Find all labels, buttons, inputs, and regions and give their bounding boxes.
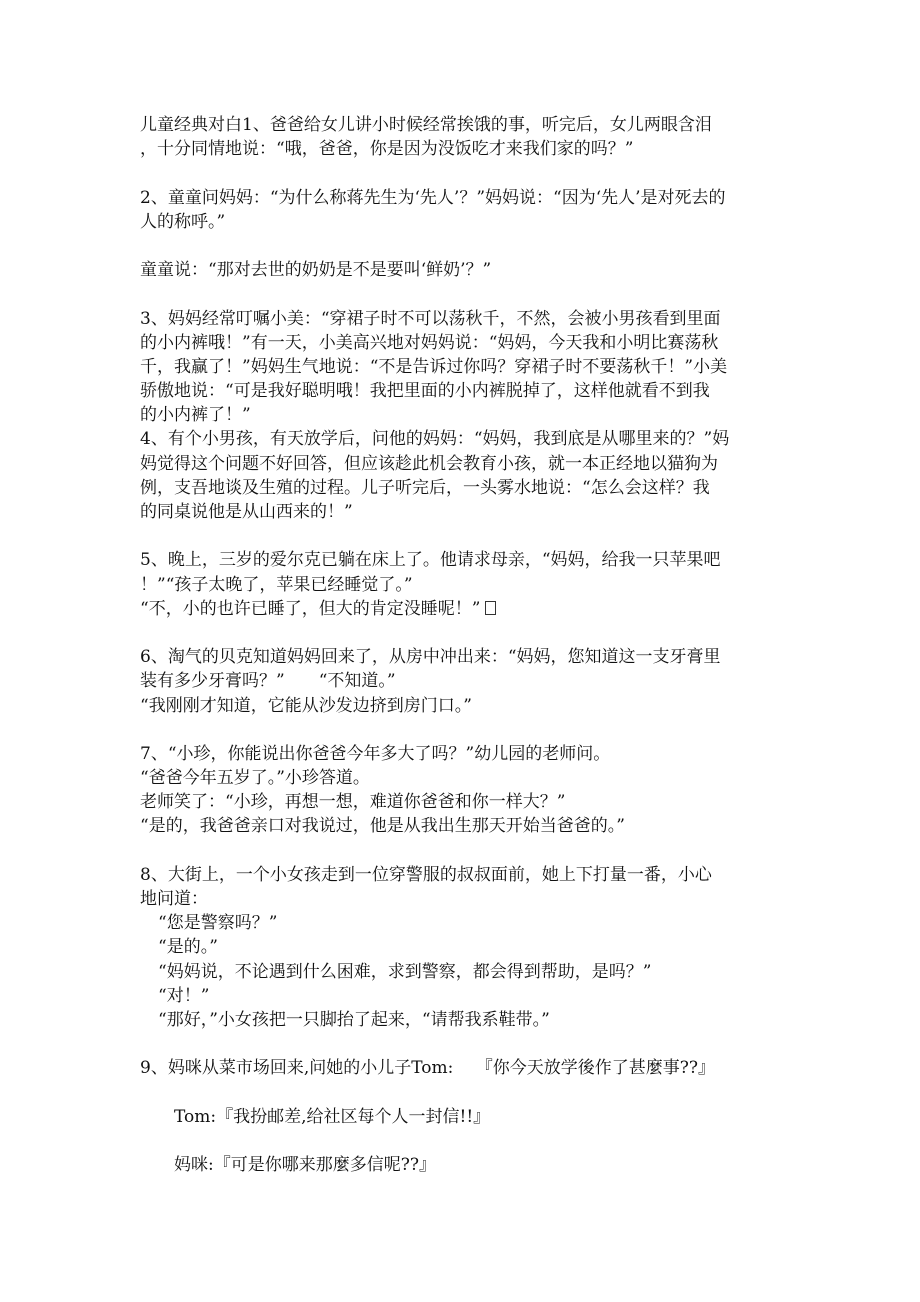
text-line [140,984,780,1008]
text-line [140,379,780,403]
document-body [140,113,780,1177]
text-line [140,258,780,282]
text-line-content: 的小内裤了！” [140,405,251,426]
text-line [140,186,780,210]
text-line-content: 童童说：“那对去世的奶奶是不是要叫‘鲜奶’？” [140,260,492,281]
text-line [140,911,780,935]
text-line-content: 例，支吾地谈及生殖的过程。儿子听完后，一头雾水地说：“怎么会这样？我 [140,477,710,498]
text-line [140,210,780,234]
text-line [140,548,780,572]
paragraph-gap [140,1032,780,1056]
text-line [140,669,780,693]
text-line [140,863,780,887]
text-line-content: 妈觉得这个问题不好回答，但应该趁此机会教育小孩，就一本正经地以猫狗为 [140,453,718,474]
text-line-content: Tom:『我扮邮差,给社区每个人一封信!!』 [174,1106,491,1127]
text-line [140,355,780,379]
paragraph-gap [140,1129,780,1153]
paragraph-gap [140,718,780,742]
text-line [140,887,780,911]
text-line [140,597,780,621]
text-line [140,331,780,355]
text-line-content: 地问道： [140,889,208,909]
text-line [140,403,780,427]
paragraph-gap [140,839,780,863]
text-line-content: 骄傲地说：“可是我好聪明哦！我把里面的小内裤脱掉了，这样他就看不到我 [140,381,710,402]
text-line-content: “对！” [158,985,210,1006]
text-line-content: 5、晚上，三岁的爱尔克已躺在床上了。他请求母亲，“妈妈，给我一只苹果吧 [140,550,721,571]
text-line [140,935,780,959]
text-line [140,814,780,838]
text-line-content: 妈咪:『可是你哪来那麼多信呢??』 [174,1155,436,1176]
text-line [140,790,780,814]
text-line [140,1056,780,1080]
paragraph-gap [140,621,780,645]
text-line-content: 千，我赢了！”妈妈生气地说：“不是告诉过你吗？穿裙子时不要荡秋千！”小美 [140,356,728,377]
text-line-content: 的小内裤哦！”有一天，小美高兴地对妈妈说：“妈妈，今天我和小明比赛荡秋 [140,332,719,353]
text-line-content: 的同桌说他是从山西来的！” [140,502,353,522]
text-line-content: 8、大街上，一个小女孩走到一位穿警服的叔叔面前，她上下打量一番，小心 [140,864,712,885]
text-line-content: 7、“小珍，你能说出你爸爸今年多大了吗？”幼儿园的老师问。 [140,743,611,764]
text-line [140,1008,780,1032]
paragraph-gap [140,234,780,258]
text-line-content: 装有多少牙膏吗？” “不知道。” [140,671,396,692]
paragraph-gap [140,524,780,548]
text-line [140,1105,780,1129]
text-line-content: 2、童童问妈妈：“为什么称蒋先生为‘先人’？”妈妈说：“因为‘先人’是对死去的 [140,187,726,208]
text-line-content: 6、淘气的贝克知道妈妈回来了，从房中冲出来：“妈妈，您知道这一支牙膏里 [140,647,721,668]
text-line [140,500,780,524]
text-line-content: “不，小的也许已睡了，但大的肯定没睡呢！” [140,598,481,619]
text-line-content: 4、有个小男孩，有天放学后，问他的妈妈：“妈妈，我到底是从哪里来的？”妈 [140,429,730,450]
text-line-content: 9、妈咪从菜市场回来,问她的小儿子Tom: 『你今天放学後作了甚麼事??』 [140,1058,715,1079]
text-line-content: 儿童经典对白1、爸爸给女儿讲小时候经常挨饿的事，听完后，女儿两眼含泪 [140,115,712,135]
text-line [140,476,780,500]
text-line [140,1153,780,1177]
text-line [140,573,780,597]
text-line-content: ，十分同情地说：“哦，爸爸，你是因为没饭吃才来我们家的吗？” [140,139,634,160]
text-line-content: 人的称呼。” [140,211,226,232]
paragraph-gap [140,1081,780,1105]
text-line [140,742,780,766]
paragraph-gap [140,282,780,306]
text-line [140,645,780,669]
text-line [140,452,780,476]
text-line-content: “您是警察吗？” [158,913,278,934]
text-line-content: “是的。” [158,937,218,958]
text-line-content: “是的，我爸爸亲口对我说过，他是从我出生那天开始当爸爸的。” [140,816,625,837]
text-line [140,427,780,451]
missing-glyph-box-icon [485,601,496,615]
text-line [140,307,780,331]
text-line-content: 老师笑了：“小珍，再想一想，难道你爸爸和你一样大？” [140,792,566,813]
text-line-content: “爸爸今年五岁了。”小珍答道。 [140,768,370,789]
text-line-content: “那好，”小女孩把一只脚抬了起来，“请帮我系鞋带。” [158,1009,550,1030]
text-line [140,113,780,137]
text-line-content: ！”“孩子太晚了，苹果已经睡觉了。” [140,574,413,595]
text-line [140,137,780,161]
text-line [140,766,780,790]
text-line [140,694,780,718]
text-line-content: “我刚刚才知道，它能从沙发边挤到房门口。” [140,695,472,716]
text-line [140,960,780,984]
text-line-content: 3、妈妈经常叮嘱小美：“穿裙子时不可以荡秋千，不然，会被小男孩看到里面 [140,308,721,329]
text-line-content: “妈妈说，不论遇到什么困难，求到警察，都会得到帮助，是吗？” [158,961,652,982]
paragraph-gap [140,161,780,185]
